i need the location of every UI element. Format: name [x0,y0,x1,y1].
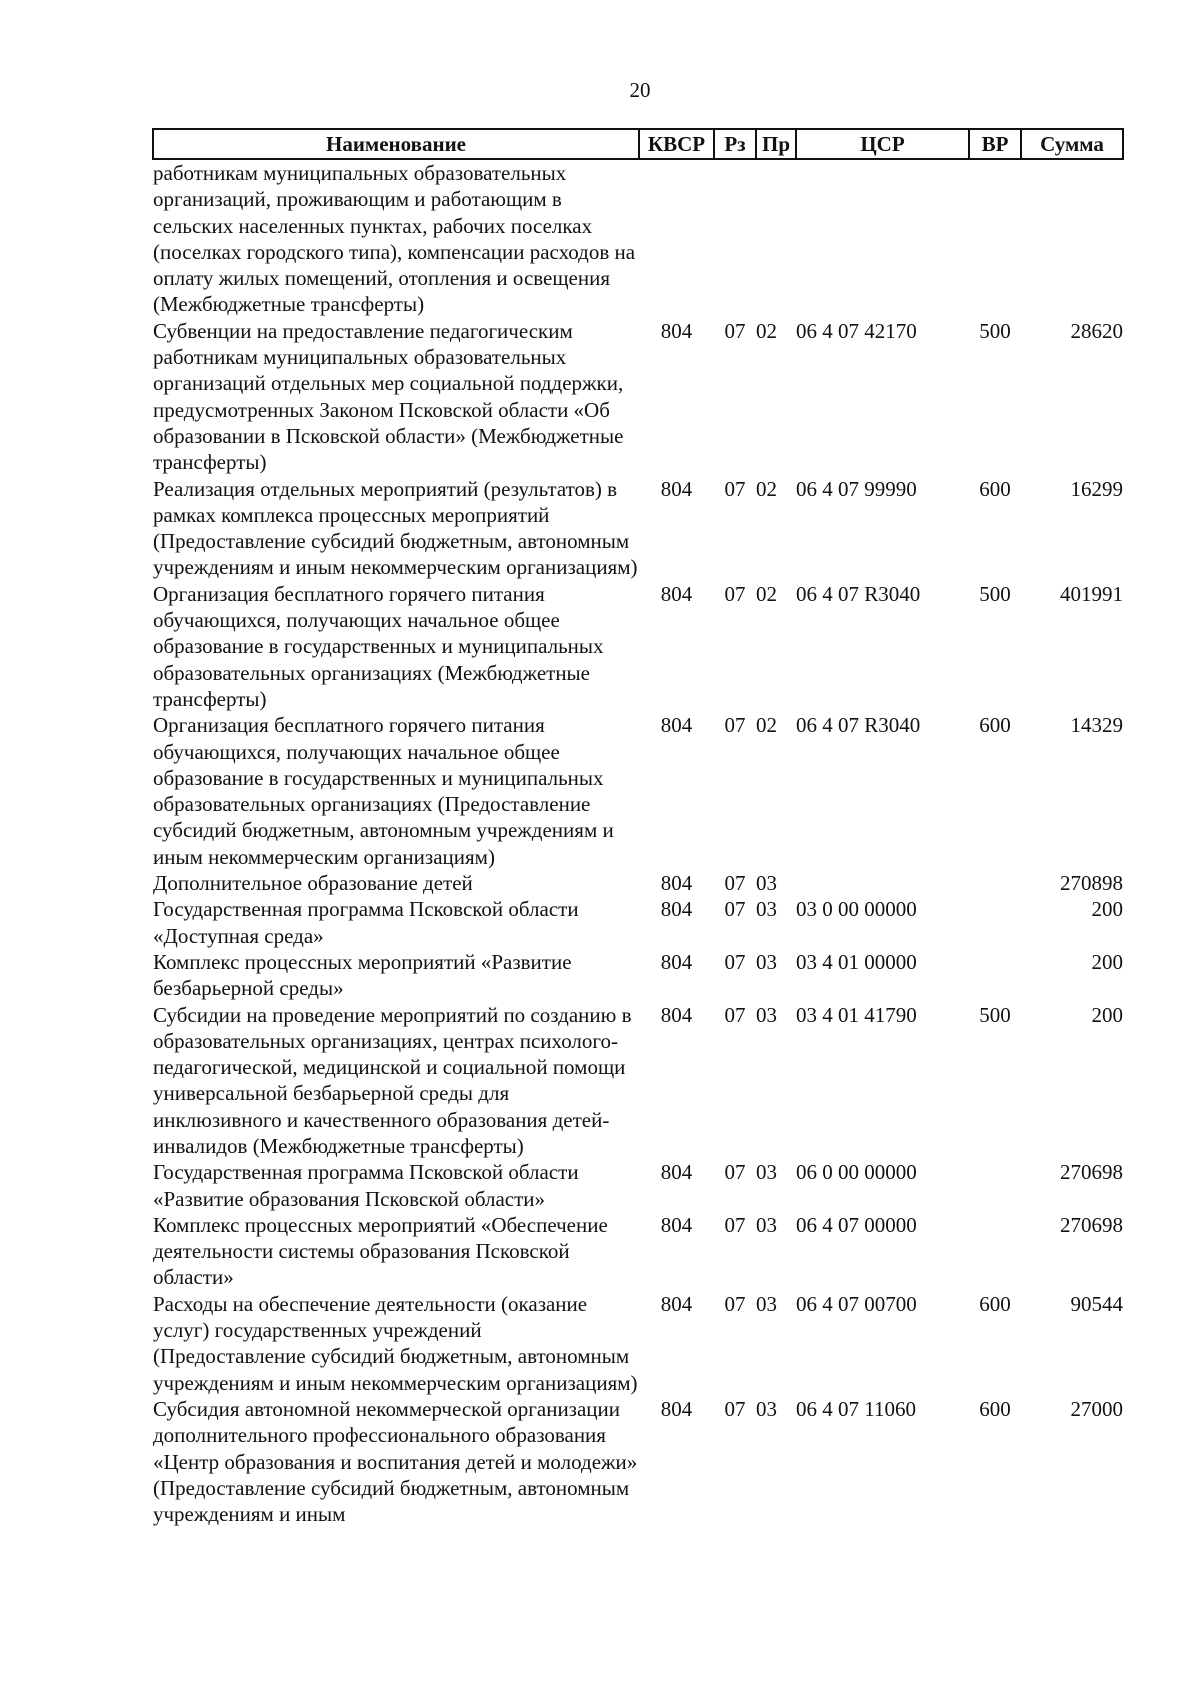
cell-name: Комплекс процессных мероприятий «Обеспечение деятельности системы образования Псковской области» [153,1212,608,1290]
cell-vr: 600 [979,1291,1011,1316]
cell-rz: 07 [724,476,746,501]
cell-rz [714,159,756,318]
header-sum: Сумма [1021,129,1123,159]
cell-name: Субвенции на предоставление педагогическим работникам муниципальных образовательных организаций отдельных мер социальной поддержки, предусмотренных Законом Псковской области «Об образовании в Псковской области» (Межбюджетные трансферты) [153,318,624,475]
table-row [153,1396,1123,1527]
cell-pr: 03 [756,949,777,974]
cell-sum: 401991 [1060,581,1123,606]
cell-kvsr: 804 [660,871,693,896]
cell-csr: 06 4 07 R3040 [796,581,921,606]
cell-sum: 16299 [1070,476,1123,501]
cell-kvsr: 804 [660,1396,693,1421]
cell-csr: 06 4 07 R3040 [796,713,921,738]
cell-pr: 02 [756,581,777,606]
cell-name: Расходы на обеспечение деятельности (оказание услуг) государственных учреждений (Предоставление субсидий бюджетным, автономным учреждениям и иным некоммерческим организациям) [153,1291,638,1395]
cell-rz: 07 [724,897,746,922]
cell-vr [969,1212,1021,1291]
cell-csr: 06 4 07 00700 [796,1291,917,1316]
table-row [153,159,1123,318]
cell-sum: 27000 [1070,1396,1123,1421]
cell-name: Государственная программа Псковской области «Доступная среда» [153,897,579,948]
cell-vr [969,870,1021,896]
cell-csr: 06 4 07 11060 [796,1396,916,1421]
cell-rz: 07 [724,581,746,606]
cell-csr: 03 4 01 00000 [796,949,917,974]
cell-pr: 03 [756,1160,777,1185]
cell-pr: 03 [756,1396,777,1421]
cell-name: Субсидия автономной некоммерческой организации дополнительного профессионального образования «Центр образования и воспитания детей и молодежи» (Предоставление субсидий бюджетным, автономным учреждениям и иным [153,1396,638,1527]
cell-kvsr: 804 [660,476,693,501]
cell-csr [796,159,969,318]
cell-kvsr: 804 [660,318,693,343]
table-row [153,1291,1123,1396]
cell-kvsr: 804 [660,713,693,738]
cell-kvsr [639,159,714,318]
cell-vr: 600 [979,476,1011,501]
cell-pr: 03 [756,897,777,922]
cell-kvsr: 804 [660,1212,693,1237]
header-kvsr: КВСР [639,129,714,159]
cell-sum: 90544 [1070,1291,1123,1316]
cell-kvsr: 804 [660,1291,693,1316]
cell-pr: 03 [756,1002,777,1027]
cell-name: работникам муниципальных образовательных организаций, проживающим и работающим в сельских населенных пунктах, рабочих поселках (поселках городского типа), компенсации расходов на оплату жилых помещений, отопления и освещения (Межбюджетные трансферты) [153,161,636,317]
cell-pr [756,159,796,318]
cell-csr: 06 4 07 42170 [796,318,917,343]
cell-name: Субсидии на проведение мероприятий по созданию в образовательных организациях, центрах психолого-педагогической, медицинской и социальной помощи универсальной безбарьерной среды для инклюзивного и качественного образования детей-инвалидов (Межбюджетные трансферты) [153,1002,632,1158]
cell-vr: 500 [979,318,1011,343]
header-name: Наименование [153,129,639,159]
cell-pr: 02 [756,713,777,738]
header-rz: Рз [714,129,756,159]
cell-vr: 600 [979,713,1011,738]
cell-pr: 03 [756,871,777,896]
cell-vr [969,159,1021,318]
header-row [153,129,1123,159]
cell-vr: 500 [979,581,1011,606]
header-pr: Пр [756,129,796,159]
page-number: 20 [629,78,651,102]
cell-rz: 07 [724,1002,746,1027]
cell-csr: 03 4 01 41790 [796,1002,917,1027]
cell-sum: 270898 [1060,871,1123,896]
cell-pr: 02 [756,476,777,501]
table-row [153,1002,1123,1160]
cell-rz: 07 [724,1212,746,1237]
cell-sum: 200 [1091,1002,1123,1027]
cell-name: Организация бесплатного горячего питания обучающихся, получающих начальное общее образование в государственных и муниципальных образовательных организациях (Межбюджетные трансферты) [153,581,604,711]
table-row [153,1159,1123,1212]
table-row [153,318,1123,476]
table-row [153,896,1123,949]
cell-rz: 07 [724,1291,746,1316]
cell-kvsr: 804 [660,949,693,974]
table-row [153,1212,1123,1291]
cell-pr: 03 [756,1291,777,1316]
cell-vr: 500 [979,1002,1011,1027]
cell-name: Комплекс процессных мероприятий «Развитие безбарьерной среды» [153,949,572,1001]
table-row [153,581,1123,712]
cell-rz: 07 [724,949,746,974]
table-row [153,476,1123,581]
cell-sum: 270698 [1060,1212,1123,1237]
cell-sum: 28620 [1070,318,1123,343]
cell-name: Организация бесплатного горячего питания обучающихся, получающих начальное общее образование в государственных и муниципальных образовательных организациях (Предоставление субсидий бюджетным, автономным учреждениям и иным некоммерческим организациям) [153,713,614,869]
budget-table [152,128,1124,1527]
cell-kvsr: 804 [660,1160,693,1185]
cell-kvsr: 804 [660,1002,693,1027]
cell-csr [796,870,969,896]
table-row [153,949,1123,1002]
cell-csr: 03 0 00 00000 [796,897,917,922]
table-header [153,129,1123,159]
table-body [153,159,1123,1527]
cell-pr: 02 [756,318,777,343]
cell-name: Государственная программа Псковской области «Развитие образования Псковской области» [153,1160,579,1211]
cell-csr: 06 0 00 00000 [796,1160,917,1185]
cell-vr [969,949,1021,1002]
table-row [153,870,1123,896]
cell-vr [969,896,1021,949]
cell-rz: 07 [724,713,746,738]
cell-kvsr: 804 [660,581,693,606]
cell-kvsr: 804 [660,897,693,922]
cell-rz: 07 [724,318,746,343]
cell-sum: 14329 [1070,713,1123,738]
header-vr: ВР [969,129,1021,159]
cell-name: Реализация отдельных мероприятий (результатов) в рамках комплекса процессных мероприятий (Предоставление субсидий бюджетным, автономным учреждениям и иным некоммерческим организациям) [153,476,638,580]
cell-sum: 270698 [1060,1160,1123,1185]
table-row [153,712,1123,870]
header-csr: ЦСР [796,129,969,159]
cell-csr: 06 4 07 00000 [796,1212,917,1237]
cell-sum [1021,159,1123,318]
cell-sum: 200 [1091,897,1123,922]
cell-csr: 06 4 07 99990 [796,476,917,501]
cell-rz: 07 [724,1160,746,1185]
cell-sum: 200 [1091,949,1123,974]
cell-vr [969,1159,1021,1212]
cell-rz: 07 [724,1396,746,1421]
cell-rz: 07 [724,871,746,896]
cell-vr: 600 [979,1396,1011,1421]
cell-name: Дополнительное образование детей [153,871,473,896]
cell-pr: 03 [756,1212,777,1237]
